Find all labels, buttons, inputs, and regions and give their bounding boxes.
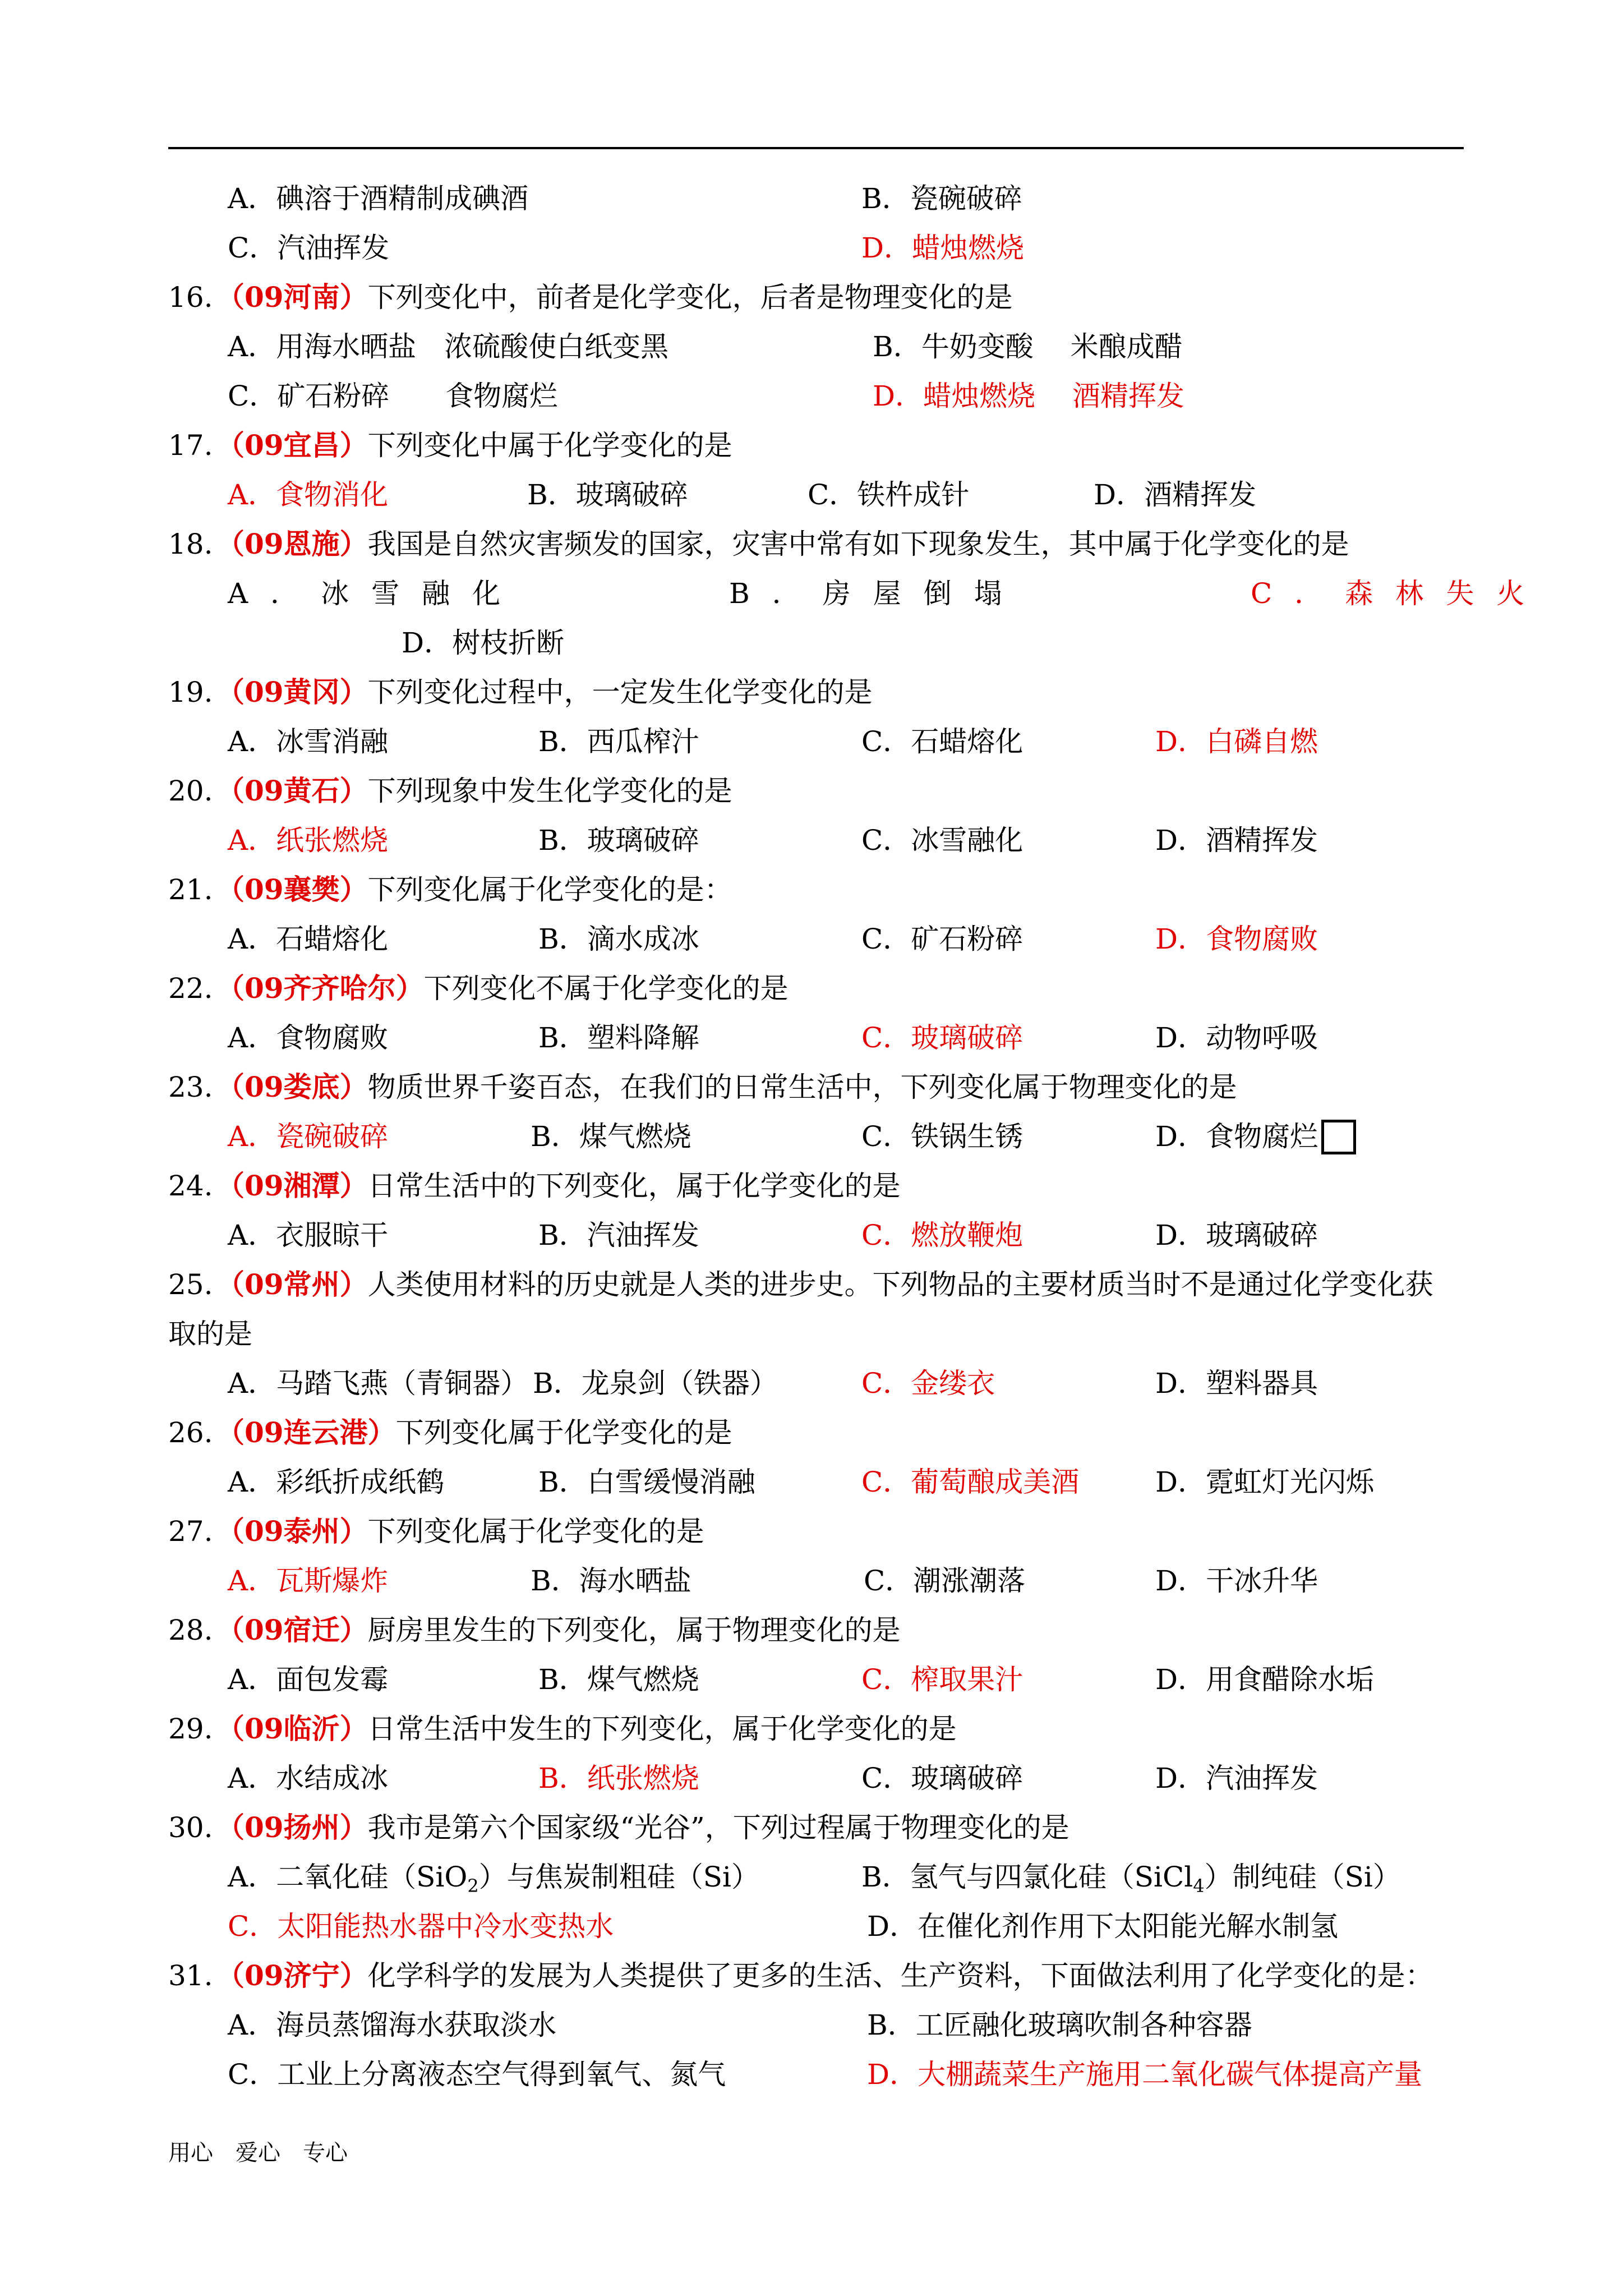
question-stem: 下列变化中属于化学变化的是 (367, 429, 732, 462)
question-number: 19. (168, 676, 213, 708)
q16-option-c: C．矿石粉碎 食物腐烂 (228, 380, 558, 412)
q22-option-c-answer: C．玻璃破碎 (861, 1022, 1023, 1054)
question-number: 31. (168, 1959, 213, 1992)
q18-option-d: D．树枝折断 (402, 627, 565, 659)
q31-option-d-answer: D．大棚蔬菜生产施用二氧化碳气体提高产量 (867, 2058, 1423, 2091)
q19-option-b: B．西瓜榨汁 (538, 725, 699, 758)
q28-option-c-answer: C．榨取果汁 (861, 1663, 1023, 1696)
q24-option-b: B．汽油挥发 (538, 1219, 699, 1251)
question-stem: 下列变化属于化学变化的是 (395, 1416, 732, 1449)
question-number: 24. (168, 1170, 213, 1202)
question-source: （09扬州） (216, 1811, 368, 1844)
q19-option-d-answer: D．白磷自燃 (1155, 725, 1318, 758)
question-stem: 我市是第六个国家级“光谷”，下列过程属于物理变化的是 (367, 1811, 1069, 1844)
q26-option-a: A．彩纸折成纸鹤 (228, 1466, 445, 1498)
q31-option-a: A．海员蒸馏海水获取淡水 (228, 2009, 557, 2041)
q31-option-b: B．工匠融化玻璃吹制各种容器 (867, 2009, 1252, 2041)
question-source: （09济宁） (216, 1959, 368, 1992)
empty-square-box (1321, 1120, 1356, 1154)
q22-option-a: A．食物腐败 (228, 1022, 389, 1054)
q16-option-a: A．用海水晒盐 浓硫酸使白纸变黑 (228, 330, 669, 363)
q15-option-d-answer: D．蜡烛燃烧 (861, 232, 1025, 264)
q17-option-a-answer: A．食物消化 (228, 478, 389, 511)
question-number: 21. (168, 873, 213, 906)
q19-option-c: C．石蜡熔化 (861, 725, 1023, 758)
q23-option-b: B．煤气燃烧 (531, 1120, 691, 1153)
question-stem: 日常生活中发生的下列变化，属于化学变化的是 (367, 1713, 957, 1745)
q16-option-d-answer: D．蜡烛燃烧 酒精挥发 (873, 380, 1184, 412)
header-rule (168, 147, 1464, 149)
question-source: （09河南） (216, 280, 368, 314)
question-source: （09宜昌） (216, 429, 368, 462)
q27-option-c: C．潮涨潮落 (864, 1565, 1026, 1597)
q27-option-a-answer: A．瓦斯爆炸 (228, 1565, 389, 1597)
q29-option-d: D．汽油挥发 (1155, 1762, 1318, 1795)
q21-option-d-answer: D．食物腐败 (1155, 923, 1318, 955)
q30-option-b: B．氢气与四氯化硅（SiCl$_4$）制纯硅（Si） (861, 1861, 1401, 1897)
question-number: 30. (168, 1811, 213, 1844)
q18-option-c-answer: C．森林失火 (1251, 577, 1547, 610)
question-stem: 物质世界千姿百态，在我们的日常生活中，下列变化属于物理变化的是 (367, 1071, 1237, 1103)
q19-option-a: A．冰雪消融 (228, 725, 389, 758)
question-source: （09黄冈） (216, 675, 368, 708)
q30-option-c-answer: C．太阳能热水器中冷水变热水 (228, 1910, 614, 1943)
question-stem: 化学科学的发展为人类提供了更多的生活、生产资料，下面做法利用了化学变化的是： (367, 1959, 1433, 1992)
question-stem: 下列变化属于化学变化的是： (367, 873, 732, 906)
question-number: 27. (168, 1515, 213, 1548)
question-stem: 我国是自然灾害频发的国家，灾害中常有如下现象发生，其中属于化学变化的是 (367, 528, 1349, 560)
q18-option-a: A．冰雪融化 (228, 577, 523, 610)
question-number: 29. (168, 1713, 213, 1745)
question-source: （09湘潭） (216, 1169, 368, 1202)
question-source: （09泰州） (216, 1515, 368, 1548)
question-stem: 下列变化中，前者是化学变化，后者是物理变化的是 (367, 281, 1013, 314)
q15-option-a: A．碘溶于酒精制成碘酒 (228, 182, 529, 215)
q28-option-d: D．用食醋除水垢 (1155, 1663, 1375, 1696)
question-stem-continuation: 取的是 (168, 1318, 252, 1350)
q21-option-a: A．石蜡熔化 (228, 923, 389, 955)
q29-option-c: C．玻璃破碎 (861, 1762, 1023, 1795)
question-number: 22. (168, 972, 213, 1005)
q26-option-c-answer: C．葡萄酿成美酒 (861, 1466, 1080, 1498)
q20-option-c: C．冰雪融化 (861, 824, 1023, 857)
question-number: 23. (168, 1071, 213, 1103)
q30-option-a: A．二氧化硅（SiO$_2$）与焦炭制粗硅（Si） (228, 1861, 759, 1897)
q25-option-b: B．龙泉剑（铁器） (533, 1367, 778, 1400)
q21-option-c: C．矿石粉碎 (861, 923, 1023, 955)
q15-option-b: B．瓷碗破碎 (861, 182, 1022, 215)
question-stem: 下列变化属于化学变化的是 (367, 1515, 704, 1548)
question-number: 20. (168, 775, 213, 807)
q15-option-c: C．汽油挥发 (228, 232, 390, 264)
q24-option-c-answer: C．燃放鞭炮 (861, 1219, 1023, 1251)
q16-option-b: B．牛奶变酸 米酿成醋 (873, 330, 1183, 363)
question-source: （09娄底） (216, 1070, 368, 1103)
q22-option-b: B．塑料降解 (538, 1022, 699, 1054)
q29-option-b-answer: B．纸张燃烧 (538, 1762, 699, 1795)
q23-option-d: D．食物腐烂 (1155, 1120, 1318, 1153)
q17-option-c: C．铁杵成针 (808, 478, 970, 511)
question-number: 16. (168, 281, 213, 314)
question-stem: 下列现象中发生化学变化的是 (367, 775, 732, 807)
question-stem: 人类使用材料的历史就是人类的进步史。下列物品的主要材质当时不是通过化学变化获 (367, 1268, 1433, 1301)
question-number: 28. (168, 1614, 213, 1646)
q30-option-d: D．在催化剂作用下太阳能光解水制氢 (867, 1910, 1339, 1943)
q18-option-b: B．房屋倒塌 (729, 577, 1025, 610)
q23-option-a-answer: A．瓷碗破碎 (228, 1120, 389, 1153)
q26-option-d: D．霓虹灯光闪烁 (1155, 1466, 1375, 1498)
q17-option-b: B．玻璃破碎 (527, 478, 688, 511)
question-source: （09襄樊） (216, 873, 368, 906)
q28-option-a: A．面包发霉 (228, 1663, 389, 1696)
q27-option-b: B．海水晒盐 (531, 1565, 691, 1597)
question-number: 17. (168, 429, 213, 462)
question-number: 26. (168, 1416, 213, 1449)
q24-option-a: A．衣服晾干 (228, 1219, 389, 1251)
question-stem: 日常生活中的下列变化，属于化学变化的是 (367, 1170, 901, 1202)
question-number: 18. (168, 528, 213, 560)
question-source: （09黄石） (216, 774, 368, 807)
question-stem: 下列变化过程中，一定发生化学变化的是 (367, 676, 873, 708)
q27-option-d: D．干冰升华 (1155, 1565, 1318, 1597)
q17-option-d: D．酒精挥发 (1094, 478, 1257, 511)
q25-option-a: A．马踏飞燕（青铜器） (228, 1367, 529, 1400)
question-stem: 下列变化不属于化学变化的是 (423, 972, 789, 1005)
q24-option-d: D．玻璃破碎 (1155, 1219, 1318, 1251)
q20-option-b: B．玻璃破碎 (538, 824, 699, 857)
q23-option-c: C．铁锅生锈 (861, 1120, 1023, 1153)
q26-option-b: B．白雪缓慢消融 (538, 1466, 755, 1498)
q29-option-a: A．水结成冰 (228, 1762, 389, 1795)
q20-option-d: D．酒精挥发 (1155, 824, 1318, 857)
question-source: （09连云港） (216, 1416, 396, 1449)
question-source: （09常州） (216, 1268, 368, 1301)
q25-option-d: D．塑料器具 (1155, 1367, 1318, 1400)
question-source: （09临沂） (216, 1712, 368, 1745)
question-source: （09齐齐哈尔） (216, 972, 424, 1005)
q31-option-c: C．工业上分离液态空气得到氧气、氮气 (228, 2058, 726, 2091)
q25-option-c-answer: C．金缕衣 (861, 1367, 995, 1400)
q22-option-d: D．动物呼吸 (1155, 1022, 1318, 1054)
question-source: （09宿迁） (216, 1613, 368, 1646)
question-source: （09恩施） (216, 527, 368, 560)
question-stem: 厨房里发生的下列变化，属于物理变化的是 (367, 1614, 901, 1646)
q28-option-b: B．煤气燃烧 (538, 1663, 699, 1696)
q21-option-b: B．滴水成冰 (538, 923, 699, 955)
page-footer: 用心 爱心 专心 (168, 2140, 348, 2166)
q20-option-a-answer: A．纸张燃烧 (228, 824, 389, 857)
question-number: 25. (168, 1268, 213, 1301)
